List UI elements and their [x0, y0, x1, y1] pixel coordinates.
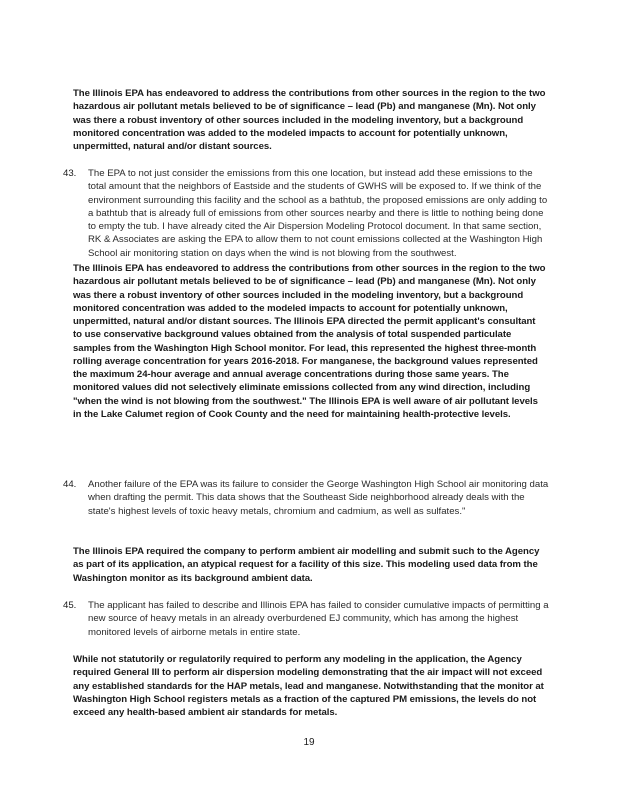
agency-response-1: The Illinois EPA has endeavored to address the contributions from other sources in the region to the two hazardous air pollutant metals believed to be of significance – lead (Pb) and manganese (Mn). Not only was there a robust inventory of other sources included in the modeling inventory, but a background monitored concentration was added to the modeled impacts to account for potentially unknown, unpermitted, natural and/or distant sources.	[73, 88, 546, 152]
agency-response-3: The Illinois EPA required the company to perform ambient air modelling and submit such to the Agency as part of its application, an atypical request for a facility of this size. This modeling used data from the Washington monitor as its background ambient data.	[73, 546, 540, 584]
comment-number: 44.	[63, 479, 77, 490]
comment-number: 43.	[63, 168, 77, 179]
comment-number: 45.	[63, 600, 77, 611]
comment-text: The EPA to not just consider the emissions from this one location, but instead add these emissions to the total amount that the neighbors of Eastside and the students of GWHS will be exposed to. If we think of the environment surrounding this facility and the school as a bathtub, the proposed emissions are only adding to a bathtub that is already full of emissions from other sources nearby and there is little to nothing being done to empty the tub. I have already cited the Air Dispersion Modeling Protocol document. In that same section, RK & Associates are asking the EPA to allow them to not count emissions collected at the Washington High School air monitoring station on days when the wind is not blowing from the southwest.	[88, 168, 548, 259]
comment-text: Another failure of the EPA was its failure to consider the George Washington High School air monitoring data when drafting the permit. This data shows that the Southeast Side neighborhood already deals with the state's highest levels of toxic heavy metals, chromium and cadmium, as well as sulfates."	[88, 479, 549, 517]
comment-45	[63, 599, 549, 639]
comment-43	[63, 167, 549, 260]
comment-44	[63, 478, 549, 518]
page-number: 19	[303, 737, 315, 748]
agency-response-2: The Illinois EPA has endeavored to address the contributions from other sources in the region to the two hazardous air pollutant metals believed to be of significance – lead (Pb) and manganese (Mn). Not only was there a robust inventory of other sources included in the modeling inventory, but a background monitored concentration was added to the modeled impacts to account for potentially unknown, unpermitted, natural and/or distant sources. The Illinois EPA directed the permit applicant's consultant to use conservative background values obtained from the analysis of total suspended particulate samples from the Washington High School monitor. For lead, this represented the highest three-month rolling average concentration for years 2016-2018. For manganese, the background values represented the maximum 24-hour average and annual average concentrations during those same years. The monitored values did not selectively eliminate emissions collected from any wind direction, including "when the wind is not blowing from the southwest." The Illinois EPA is well aware of air pollutant levels in the Lake Calumet region of Cook County and the need for maintaining health-protective levels.	[73, 263, 546, 420]
agency-response-4: While not statutorily or regulatorily required to perform any modeling in the application, the Agency required General III to perform air dispersion modeling demonstrating that the air impact will not exceed any established standards for the HAP metals, lead and manganese. Notwithstanding that the monitor at Washington High School registers metals as a fraction of the captured PM emissions, the levels do not exceed any health-based ambient air standards for metals.	[73, 654, 544, 718]
comment-text: The applicant has failed to describe and Illinois EPA has failed to consider cumulative impacts of permitting a new source of heavy metals in an already overburdened EJ community, which has among the highest monitored levels of airborne metals in entire state.	[88, 600, 549, 638]
